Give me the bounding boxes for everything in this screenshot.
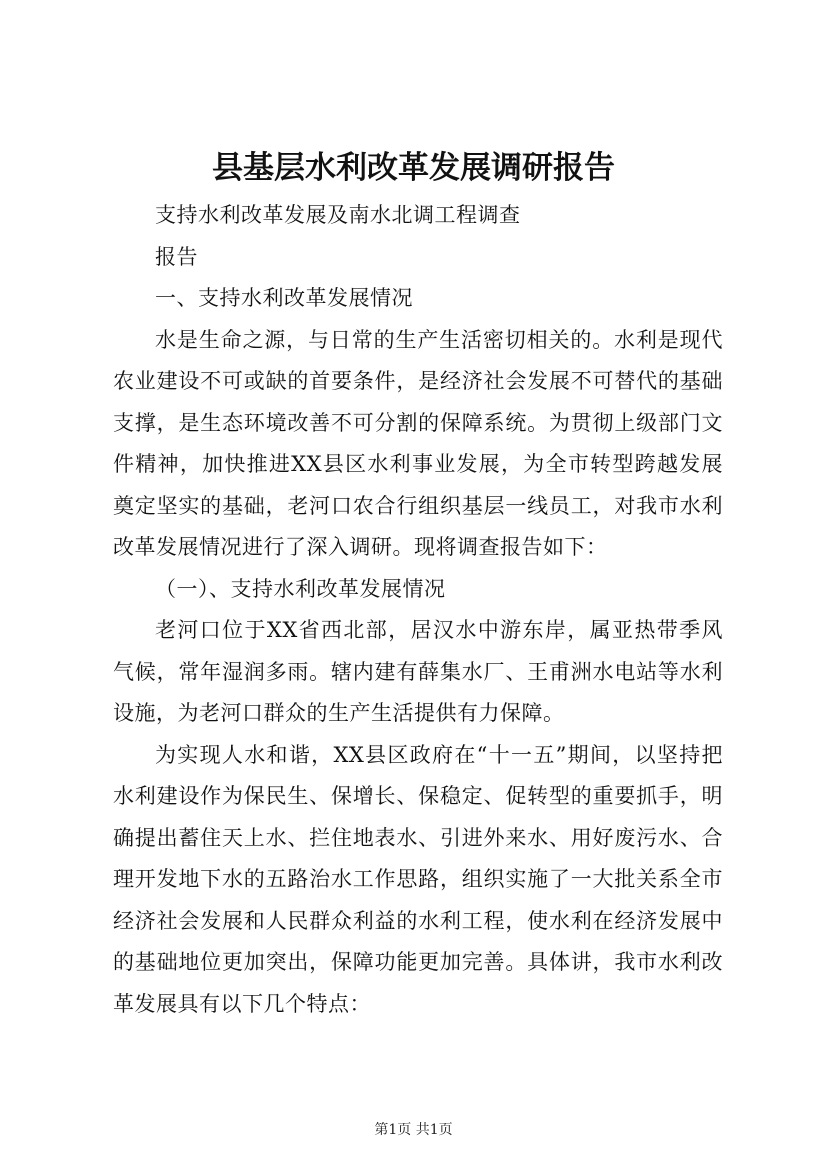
paragraph-location: 老河口位于XX省西北部，居汉水中游东岸，属亚热带季风气候，常年湿润多雨。辖内建有薛集水厂、王甫洲水电站等水利设施，为老河口群众的生产生活提供有力保障。 [113,618,723,725]
section-heading: 一、支持水利改革发展情况 [155,286,413,310]
paragraph-intro: 水是生命之源，与日常的生产生活密切相关的。水利是现代农业建设不可或缺的首要条件，是经济社会发展不可替代的基础支撑，是生态环境改善不可分割的保障系统。为贯彻上级部门文件精神，加快推进XX县区水利事业发展，为全市转型跨越发展奠定坚实的基础，老河口农合行组织基层一线员工，对我市水利改革发展情况进行了深入调研。现将调查报告如下： [113,327,723,559]
document-title: 县基层水利改革发展调研报告 [212,150,615,186]
document-body [113,195,723,1025]
subtitle-line-1: 支持水利改革发展及南水北调工程调查 [155,203,521,227]
subsection-heading: （一）、支持水利改革发展情况 [155,576,446,601]
paragraph-features: 为实现人水和谐，XX县区政府在“十一五”期间，以坚持把水利建设作为保民生、保增长、保稳定、促转型的重要抓手，明确提出蓄住天上水、拦住地表水、引进外来水、用好废污水、合理开发地下水的五路治水工作思路，组织实施了一大批关系全市经济社会发展和人民群众利益的水利工程，使水利在经济发展中的基础地位更加突出，保障功能更加完善。具体讲，我市水利改革发展具有以下几个特点： [113,742,723,1016]
subtitle-line-2: 报告 [155,244,198,269]
page-number: 第1页 共1页 [374,1122,453,1138]
